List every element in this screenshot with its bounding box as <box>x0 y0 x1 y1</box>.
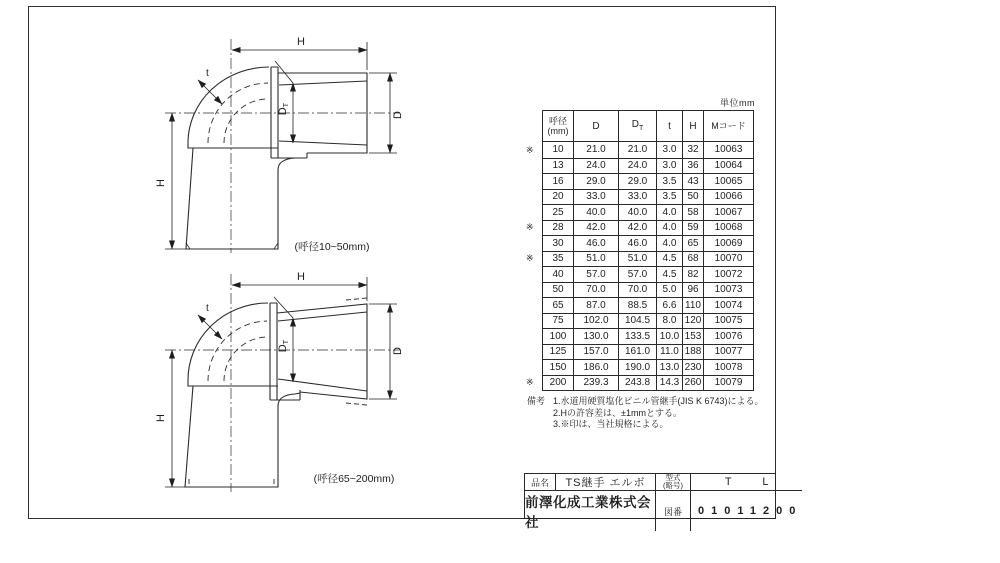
table-cell-mcode: 10063 <box>714 144 743 156</box>
table-cell-DT: 190.0 <box>619 360 657 375</box>
table-cell-size: 200 <box>543 376 574 391</box>
table-cell-DT: 40.0 <box>619 205 657 220</box>
table-row <box>543 282 753 298</box>
table-cell-t: 4.0 <box>657 221 683 236</box>
table-cell-DT: 243.8 <box>619 376 657 391</box>
table-cell-D: 29.0 <box>574 174 619 189</box>
size-table-header <box>543 111 753 142</box>
table-cell-t: 3.0 <box>657 159 683 174</box>
table-cell-t: 14.3 <box>657 376 683 391</box>
table-cell-mcode: 10077 <box>714 346 743 358</box>
table-cell-DT: 104.5 <box>619 314 657 329</box>
table-cell-size: 65 <box>543 298 574 313</box>
table-row <box>543 142 753 158</box>
part-outline <box>186 67 367 249</box>
table-row <box>543 158 753 174</box>
jis-exception-mark: ※ <box>526 253 534 263</box>
table-cell-t: 4.0 <box>657 205 683 220</box>
jis-exception-mark: ※ <box>526 222 534 232</box>
table-cell-D: 70.0 <box>574 283 619 298</box>
dim-label-t: t <box>206 303 209 314</box>
table-cell-size: 75 <box>543 314 574 329</box>
drawing-number-value: 01011200 <box>698 505 803 517</box>
table-cell-t: 5.0 <box>657 283 683 298</box>
table-row <box>543 204 753 220</box>
table-cell-mcode: 10065 <box>714 175 743 187</box>
table-cell-size: 50 <box>543 283 574 298</box>
table-cell-H: 96 <box>683 283 704 298</box>
jis-exception-mark: ※ <box>526 144 534 155</box>
header-h: H <box>683 111 704 141</box>
table-cell-DT: 33.0 <box>619 190 657 205</box>
table-cell-t: 3.5 <box>657 174 683 189</box>
notes-label: 備考 <box>527 396 546 406</box>
table-row <box>543 251 753 267</box>
upper-caption: (呼径10~50mm) <box>294 241 370 253</box>
item-name-label: 品名 <box>525 474 556 491</box>
table-cell-D: 87.0 <box>574 298 619 313</box>
table-cell-t: 4.5 <box>657 267 683 282</box>
table-cell-D: 42.0 <box>574 221 619 236</box>
table-cell-mcode: 10067 <box>714 206 743 218</box>
table-cell-mcode: 10069 <box>714 237 743 249</box>
table-row <box>543 375 753 391</box>
table-row <box>543 266 753 282</box>
table-cell-H: 120 <box>683 314 704 329</box>
table-cell-DT: 42.0 <box>619 221 657 236</box>
table-row <box>543 328 753 344</box>
table-cell-H: 82 <box>683 267 704 282</box>
table-cell-H: 188 <box>683 345 704 360</box>
table-cell-DT: 51.0 <box>619 252 657 267</box>
dim-label-d: D <box>392 111 404 119</box>
table-cell-DT: 57.0 <box>619 267 657 282</box>
table-cell-DT: 24.0 <box>619 159 657 174</box>
lower-caption: (呼径65~200mm) <box>313 473 395 485</box>
jis-exception-mark: ※ <box>526 377 534 387</box>
table-cell-DT: 21.0 <box>619 142 657 158</box>
table-cell-D: 57.0 <box>574 267 619 282</box>
table-cell-size: 13 <box>543 159 574 174</box>
table-cell-size: 125 <box>543 345 574 360</box>
table-cell-H: 43 <box>683 174 704 189</box>
table-cell-size: 25 <box>543 205 574 220</box>
table-cell-D: 24.0 <box>574 159 619 174</box>
table-cell-H: 65 <box>683 236 704 251</box>
table-cell-t: 4.5 <box>657 252 683 267</box>
table-cell-size: 150 <box>543 360 574 375</box>
header-d: D <box>574 111 619 141</box>
dim-label-h-left: H <box>155 179 167 187</box>
table-cell-H: 153 <box>683 329 704 344</box>
table-cell-H: 110 <box>683 298 704 313</box>
dim-label-h-left: H <box>155 414 167 422</box>
table-cell-H: 32 <box>683 142 704 158</box>
dim-label-h-top: H <box>297 36 305 48</box>
table-cell-size: 30 <box>543 236 574 251</box>
header-t: t <box>657 111 683 141</box>
table-cell-t: 13.0 <box>657 360 683 375</box>
table-cell-H: 68 <box>683 252 704 267</box>
table-cell-t: 3.5 <box>657 190 683 205</box>
company-name: 前澤化成工業株式会社 <box>525 491 656 531</box>
size-table-rows <box>543 142 753 390</box>
table-cell-mcode: 10068 <box>714 222 743 234</box>
header-size: 呼径 (mm) <box>543 111 574 141</box>
table-cell-mcode: 10072 <box>714 268 743 280</box>
model-label: 型式 (略号) <box>656 474 691 491</box>
table-cell-D: 186.0 <box>574 360 619 375</box>
table-row <box>543 297 753 313</box>
table-row <box>543 313 753 329</box>
title-block <box>524 473 803 530</box>
table-cell-t: 8.0 <box>657 314 683 329</box>
table-cell-t: 11.0 <box>657 345 683 360</box>
lower-elbow-drawing <box>55 266 415 506</box>
table-cell-H: 59 <box>683 221 704 236</box>
table-cell-DT: 29.0 <box>619 174 657 189</box>
header-mcode: Mコード <box>711 120 746 131</box>
table-cell-H: 50 <box>683 190 704 205</box>
table-cell-size: 35 <box>543 252 574 267</box>
table-cell-mcode: 10070 <box>714 253 743 265</box>
table-cell-size: 20 <box>543 190 574 205</box>
table-row <box>543 220 753 236</box>
table-cell-mcode: 10079 <box>714 377 743 389</box>
centerlines <box>165 39 400 253</box>
upper-elbow-drawing <box>55 25 415 265</box>
table-cell-D: 130.0 <box>574 329 619 344</box>
table-cell-mcode: 10066 <box>714 191 743 203</box>
table-cell-size: 40 <box>543 267 574 282</box>
size-table <box>526 110 754 391</box>
size-table-section <box>522 96 762 389</box>
table-cell-D: 46.0 <box>574 236 619 251</box>
note-item: 2.Hの許容差は、±1mmとする。 <box>553 407 682 418</box>
dim-label-h-top: H <box>297 271 305 283</box>
table-cell-D: 21.0 <box>574 142 619 158</box>
dimension-lines <box>165 277 397 487</box>
table-cell-mcode: 10078 <box>714 361 743 373</box>
notes-block <box>527 396 764 431</box>
dim-label-d: D <box>392 347 404 355</box>
table-cell-DT: 88.5 <box>619 298 657 313</box>
table-cell-H: 260 <box>683 376 704 391</box>
table-cell-DT: 161.0 <box>619 345 657 360</box>
model-value: T L <box>691 474 802 491</box>
note-item: 3.※印は、当社規格による。 <box>553 419 669 429</box>
table-row <box>543 173 753 189</box>
table-cell-size: 100 <box>543 329 574 344</box>
table-cell-DT: 46.0 <box>619 236 657 251</box>
table-cell-D: 33.0 <box>574 190 619 205</box>
header-dt: $D_T$ <box>619 111 657 141</box>
table-cell-D: 40.0 <box>574 205 619 220</box>
note-item: 1.水道用硬質塩化ビニル管継手(JIS K 6743)による。 <box>553 396 764 406</box>
unit-label: 単位mm <box>720 98 755 108</box>
table-cell-D: 157.0 <box>574 345 619 360</box>
table-cell-DT: 70.0 <box>619 283 657 298</box>
table-row <box>543 344 753 360</box>
table-cell-t: 6.6 <box>657 298 683 313</box>
table-cell-t: 10.0 <box>657 329 683 344</box>
table-row <box>543 189 753 205</box>
table-cell-H: 58 <box>683 205 704 220</box>
table-cell-t: 4.0 <box>657 236 683 251</box>
table-cell-mcode: 10074 <box>714 299 743 311</box>
hidden-bore-lines <box>208 321 267 381</box>
part-outline <box>185 303 367 487</box>
table-cell-size: 10 <box>543 142 574 158</box>
table-row <box>543 359 753 375</box>
dim-label-dt: DT <box>277 102 290 116</box>
table-cell-H: 230 <box>683 360 704 375</box>
notes-items <box>553 396 764 431</box>
drawing-number-label: 図番 <box>656 491 691 531</box>
table-cell-H: 36 <box>683 159 704 174</box>
table-cell-DT: 133.5 <box>619 329 657 344</box>
table-cell-D: 51.0 <box>574 252 619 267</box>
item-name-value: TS継手 エルボ <box>556 474 656 491</box>
table-cell-D: 102.0 <box>574 314 619 329</box>
table-cell-size: 28 <box>543 221 574 236</box>
table-cell-size: 16 <box>543 174 574 189</box>
table-row <box>543 235 753 251</box>
table-cell-mcode: 10064 <box>714 160 743 172</box>
table-cell-mcode: 10076 <box>714 330 743 342</box>
table-cell-D: 239.3 <box>574 376 619 391</box>
table-cell-t: 3.0 <box>657 142 683 158</box>
dim-label-dt: DT <box>277 339 290 353</box>
table-cell-mcode: 10073 <box>714 284 743 296</box>
table-cell-mcode: 10075 <box>714 315 743 327</box>
dim-label-t: t <box>206 68 209 79</box>
